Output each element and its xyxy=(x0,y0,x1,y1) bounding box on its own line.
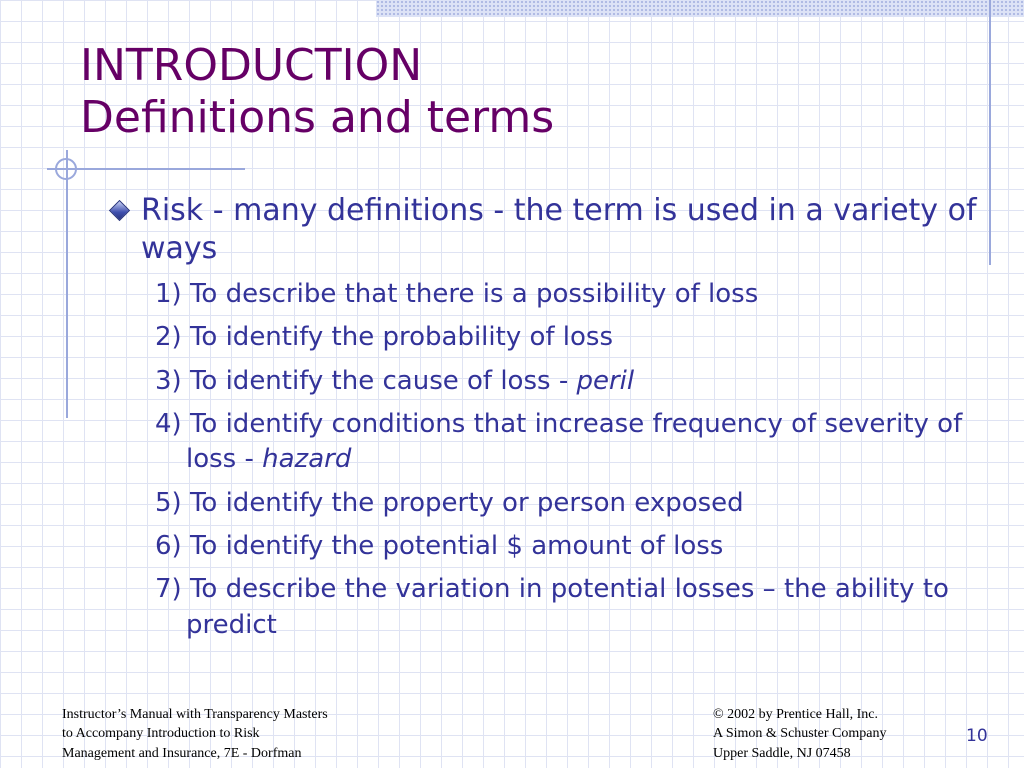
main-bullet xyxy=(102,192,982,269)
diamond-bullet-icon xyxy=(109,200,130,221)
crosshair-circle-icon xyxy=(55,158,77,180)
list-item: 4) To identify conditions that increase frequency of severity of loss - hazard xyxy=(155,408,963,475)
right-accent-line xyxy=(989,0,991,265)
footer-right-line: Upper Saddle, NJ 07458 xyxy=(713,745,851,761)
footer-right xyxy=(713,705,886,763)
footer-left-line: to Accompany Introduction to Risk xyxy=(62,726,260,742)
title-line-1: INTRODUCTION xyxy=(80,40,423,91)
footer-right-line: © 2002 by Prentice Hall, Inc. xyxy=(713,707,878,722)
footer-right-line: A Simon & Schuster Company xyxy=(713,726,887,742)
title-line-2: Definitions and terms xyxy=(80,91,555,143)
footer-left xyxy=(62,705,328,763)
list-item: 3) To identify the cause of loss - peril xyxy=(155,365,635,396)
left-accent-line xyxy=(66,150,68,418)
slide-content xyxy=(102,192,982,651)
list-item: 7) To describe the variation in potential losses – the ability to predict xyxy=(155,574,949,640)
footer-left-line: Management and Insurance, 7E - Dorfman xyxy=(62,745,302,761)
term-peril: peril xyxy=(576,365,635,396)
page-number: 10 xyxy=(966,726,988,746)
top-decorative-band xyxy=(376,0,1024,17)
list-item: 6) To identify the potential $ amount of loss xyxy=(155,530,724,561)
footer-left-line: Instructor’s Manual with Transparency Masters xyxy=(62,707,328,722)
slide-title xyxy=(80,40,554,144)
main-bullet-text: Risk - many definitions - the term is used in a variety of ways xyxy=(141,193,977,267)
list-item: 1) To describe that there is a possibility of loss xyxy=(155,278,759,309)
definition-list xyxy=(155,277,982,643)
list-item: 5) To identify the property or person exposed xyxy=(155,487,744,518)
term-hazard: hazard xyxy=(262,444,352,475)
list-item: 2) To identify the probability of loss xyxy=(155,322,614,353)
